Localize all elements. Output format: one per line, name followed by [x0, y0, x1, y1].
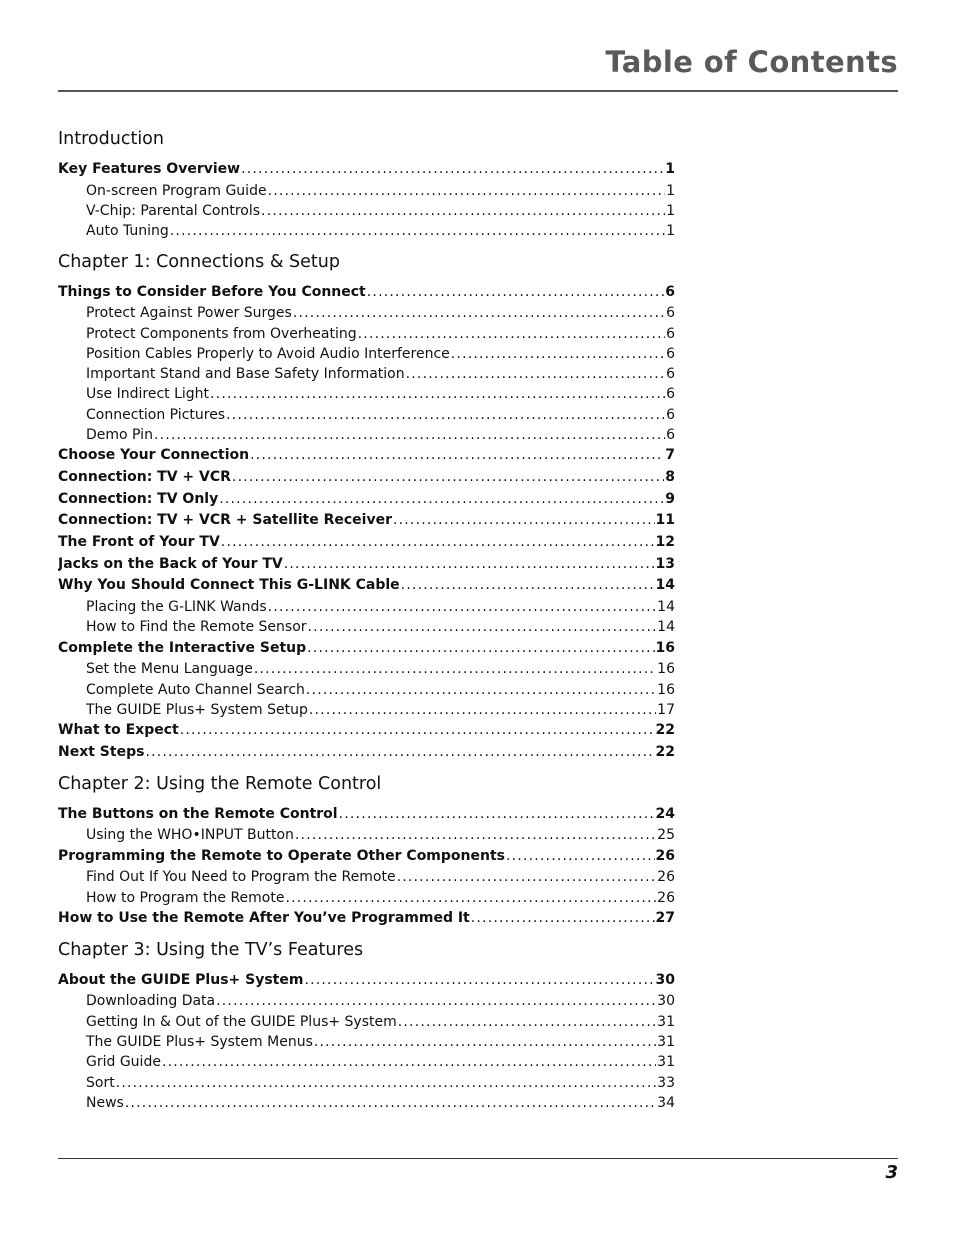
- toc-entry-page: 30: [657, 993, 675, 1010]
- dot-leader: [309, 700, 656, 720]
- toc-entry-page: 9: [665, 490, 675, 507]
- toc-section: [58, 126, 675, 242]
- toc-entry-page: 27: [655, 909, 675, 926]
- toc-subentry[interactable]: [58, 201, 675, 221]
- dot-leader: [254, 659, 656, 679]
- section-heading: Introduction: [58, 129, 164, 149]
- toc-section: [58, 771, 675, 930]
- section-heading: Chapter 3: Using the TV’s Features: [58, 939, 364, 960]
- toc-subentry[interactable]: [58, 303, 675, 323]
- toc-entry-label: Set the Menu Language: [86, 661, 253, 678]
- toc-entry-page: 34: [657, 1094, 675, 1111]
- dot-leader: [397, 867, 657, 887]
- toc-entry[interactable]: [58, 970, 675, 992]
- toc-entry-page: 26: [657, 869, 675, 886]
- toc-entry-label: What to Expect: [58, 722, 179, 739]
- toc-entry-page: 22: [655, 744, 675, 761]
- toc-entry-label: How to Use the Remote After You’ve Programmed It: [58, 909, 470, 926]
- toc-entry-label: The Buttons on the Remote Control: [58, 805, 338, 822]
- toc-entry[interactable]: [58, 489, 675, 511]
- toc-entry-page: 6: [666, 325, 675, 342]
- toc-subentry[interactable]: [58, 324, 675, 344]
- toc-subentry[interactable]: [58, 1093, 675, 1113]
- dot-leader: [219, 489, 664, 511]
- dot-leader: [358, 324, 665, 344]
- dot-leader: [285, 888, 656, 908]
- toc-subentry[interactable]: [58, 1032, 675, 1052]
- dot-leader: [304, 970, 654, 992]
- toc-entry-page: 6: [666, 406, 675, 423]
- dot-leader: [268, 597, 657, 617]
- toc-entry-label: How to Find the Remote Sensor: [86, 619, 307, 636]
- toc-entry-page: 31: [657, 1013, 675, 1030]
- dot-leader: [145, 742, 654, 764]
- dot-leader: [216, 991, 656, 1011]
- dot-leader: [406, 364, 665, 384]
- toc-entry-label: The Front of Your TV: [58, 534, 220, 551]
- toc-entry-page: 1: [665, 161, 675, 177]
- dot-leader: [116, 1073, 656, 1093]
- toc-entry-label: Demo Pin: [86, 427, 153, 444]
- toc-subentry[interactable]: [58, 659, 675, 679]
- toc-subentry[interactable]: [58, 617, 675, 637]
- toc-entry-label: Next Steps: [58, 744, 145, 761]
- toc-entry-label: Connection Pictures: [86, 406, 226, 423]
- toc-entry-label: Placing the G-LINK Wands: [86, 599, 267, 616]
- toc-entry-label: On-screen Program Guide: [86, 182, 267, 199]
- toc-subentry[interactable]: [58, 221, 675, 241]
- toc-entry[interactable]: [58, 575, 675, 597]
- toc-entry-page: 31: [657, 1033, 675, 1050]
- toc-entry-page: 16: [657, 661, 675, 678]
- toc-entry-page: 1: [666, 202, 675, 219]
- toc-entry-page: 25: [657, 827, 675, 844]
- toc-entry-page: 6: [666, 427, 675, 444]
- toc-subentry[interactable]: [58, 1073, 675, 1093]
- toc-subentry[interactable]: [58, 825, 675, 845]
- toc-subentry[interactable]: [58, 680, 675, 700]
- toc-subentry[interactable]: [58, 384, 675, 404]
- dot-leader: [306, 680, 656, 700]
- toc-entry[interactable]: [58, 532, 675, 554]
- section-heading: Chapter 2: Using the Remote Control: [58, 773, 382, 794]
- toc-entry-label: Sort: [86, 1074, 115, 1091]
- toc-entry-page: 7: [665, 447, 675, 464]
- toc-entry[interactable]: [58, 159, 675, 181]
- toc-entry-page: 12: [655, 534, 675, 551]
- toc-subentry[interactable]: [58, 344, 675, 364]
- toc-subentry[interactable]: [58, 405, 675, 425]
- toc-entry-page: 6: [666, 345, 675, 362]
- toc-entry-label: Use Indirect Light: [86, 386, 210, 403]
- toc-subentry[interactable]: [58, 1052, 675, 1072]
- toc-entry-label: Find Out If You Need to Program the Remote: [86, 869, 396, 886]
- dot-leader: [367, 282, 664, 304]
- toc-entry-page: 6: [665, 283, 675, 300]
- dot-leader: [232, 467, 664, 489]
- toc-entry-label: News: [86, 1094, 124, 1111]
- toc-entry-page: 14: [655, 577, 675, 594]
- toc-entry[interactable]: [58, 742, 675, 764]
- toc-entry[interactable]: [58, 467, 675, 489]
- toc-entry-label: Complete Auto Channel Search: [86, 681, 305, 698]
- toc-entry[interactable]: [58, 804, 675, 826]
- page-title: Table of Contents: [605, 45, 898, 79]
- toc-entry-label: Grid Guide: [86, 1054, 161, 1071]
- toc-entry-page: 8: [665, 469, 675, 486]
- toc-entry-label: Jacks on the Back of Your TV: [58, 555, 283, 572]
- toc-entry-label: Downloading Data: [86, 993, 216, 1010]
- toc-entry-page: 22: [655, 722, 675, 739]
- toc-entry-page: 26: [655, 847, 675, 864]
- toc-entry-label: Protect Against Power Surges: [86, 305, 292, 322]
- toc-entry-label: Protect Components from Overheating: [86, 325, 357, 342]
- dot-leader: [226, 405, 665, 425]
- toc-entry-page: 13: [655, 555, 675, 572]
- dot-leader: [284, 554, 655, 576]
- toc-subentry[interactable]: [58, 991, 675, 1011]
- toc-subentry[interactable]: [58, 181, 675, 201]
- dot-leader: [180, 720, 655, 742]
- toc-entry-label: Connection: TV Only: [58, 490, 219, 507]
- dot-leader: [339, 804, 655, 826]
- toc-subentry[interactable]: [58, 364, 675, 384]
- toc-subentry[interactable]: [58, 1012, 675, 1032]
- toc-entry-label: Connection: TV + VCR: [58, 469, 231, 486]
- toc-entry-page: 16: [657, 681, 675, 698]
- dot-leader: [314, 1032, 656, 1052]
- toc-entry-label: Why You Should Connect This G-LINK Cable: [58, 577, 400, 594]
- dot-leader: [125, 1093, 656, 1113]
- dot-leader: [401, 575, 655, 597]
- toc-entry-page: 14: [657, 619, 675, 636]
- toc-entry-label: The GUIDE Plus+ System Menus: [86, 1033, 313, 1050]
- toc-entry-label: Position Cables Properly to Avoid Audio Interference: [86, 345, 450, 362]
- toc-entry-label: V-Chip: Parental Controls: [86, 202, 261, 219]
- toc-entry-page: 31: [657, 1054, 675, 1071]
- toc-entry-page: 1: [666, 182, 675, 199]
- dot-leader: [268, 181, 666, 201]
- toc-entry-page: 6: [666, 305, 675, 322]
- toc-entry-page: 16: [655, 639, 675, 656]
- toc-entry-label: Choose Your Connection: [58, 447, 250, 464]
- toc-entry[interactable]: [58, 554, 675, 576]
- dot-leader: [221, 532, 655, 554]
- toc-entry-page: 30: [655, 971, 675, 988]
- toc-section: [58, 937, 675, 1113]
- toc-entry[interactable]: [58, 720, 675, 742]
- toc-entry-label: Things to Consider Before You Connect: [58, 283, 366, 300]
- toc-entry-page: 11: [655, 512, 675, 529]
- toc-subentry[interactable]: [58, 425, 675, 445]
- toc-entry[interactable]: [58, 282, 675, 304]
- toc-entry-label: Connection: TV + VCR + Satellite Receiver: [58, 512, 392, 529]
- toc-entry-label: Programming the Remote to Operate Other Components: [58, 847, 505, 864]
- section-heading: Chapter 1: Connections & Setup: [58, 251, 340, 272]
- toc-entry[interactable]: [58, 445, 675, 467]
- toc-entry-label: About the GUIDE Plus+ System: [58, 971, 304, 988]
- toc-section: [58, 249, 675, 764]
- toc-entry[interactable]: [58, 846, 675, 868]
- dot-leader: [170, 221, 665, 241]
- dot-leader: [261, 201, 665, 221]
- toc-subentry[interactable]: [58, 888, 675, 908]
- dot-leader: [307, 638, 654, 660]
- toc-entry-page: 26: [657, 889, 675, 906]
- dot-leader: [293, 303, 665, 323]
- dot-leader: [241, 159, 664, 181]
- toc-subentry[interactable]: [58, 597, 675, 617]
- toc-subentry[interactable]: [58, 867, 675, 887]
- toc-entry-label: Important Stand and Base Safety Information: [86, 366, 405, 383]
- toc-entry-label: Complete the Interactive Setup: [58, 639, 307, 656]
- dot-leader: [506, 846, 655, 868]
- dot-leader: [398, 1012, 656, 1032]
- toc-entry-page: 33: [657, 1074, 675, 1091]
- dot-leader: [210, 384, 665, 404]
- toc-entry-label: Getting In & Out of the GUIDE Plus+ System: [86, 1013, 397, 1030]
- dot-leader: [471, 908, 655, 930]
- table-of-contents: [58, 126, 675, 1113]
- toc-entry[interactable]: [58, 908, 675, 930]
- toc-entry-label: How to Program the Remote: [86, 889, 285, 906]
- dot-leader: [295, 825, 656, 845]
- dot-leader: [393, 510, 655, 532]
- dot-leader: [162, 1052, 656, 1072]
- dot-leader: [451, 344, 665, 364]
- toc-entry-page: 6: [666, 366, 675, 383]
- dot-leader: [250, 445, 664, 467]
- toc-entry-page: 14: [657, 599, 675, 616]
- toc-subentry[interactable]: [58, 700, 675, 720]
- toc-entry[interactable]: [58, 638, 675, 660]
- toc-entry-page: 1: [666, 223, 675, 240]
- toc-entry-page: 24: [655, 805, 675, 822]
- dot-leader: [154, 425, 665, 445]
- toc-entry-page: 6: [666, 386, 675, 403]
- header-rule: [58, 90, 898, 92]
- toc-entry-page: 17: [657, 702, 675, 719]
- toc-entry-label: Auto Tuning: [86, 223, 169, 240]
- dot-leader: [308, 617, 657, 637]
- footer-rule: [58, 1158, 898, 1159]
- toc-entry-label: Using the WHO•INPUT Button: [86, 827, 294, 844]
- toc-entry-label: Key Features Overview: [58, 161, 241, 177]
- toc-entry[interactable]: [58, 510, 675, 532]
- page-number: 3: [885, 1162, 898, 1183]
- toc-entry-label: The GUIDE Plus+ System Setup: [86, 702, 308, 719]
